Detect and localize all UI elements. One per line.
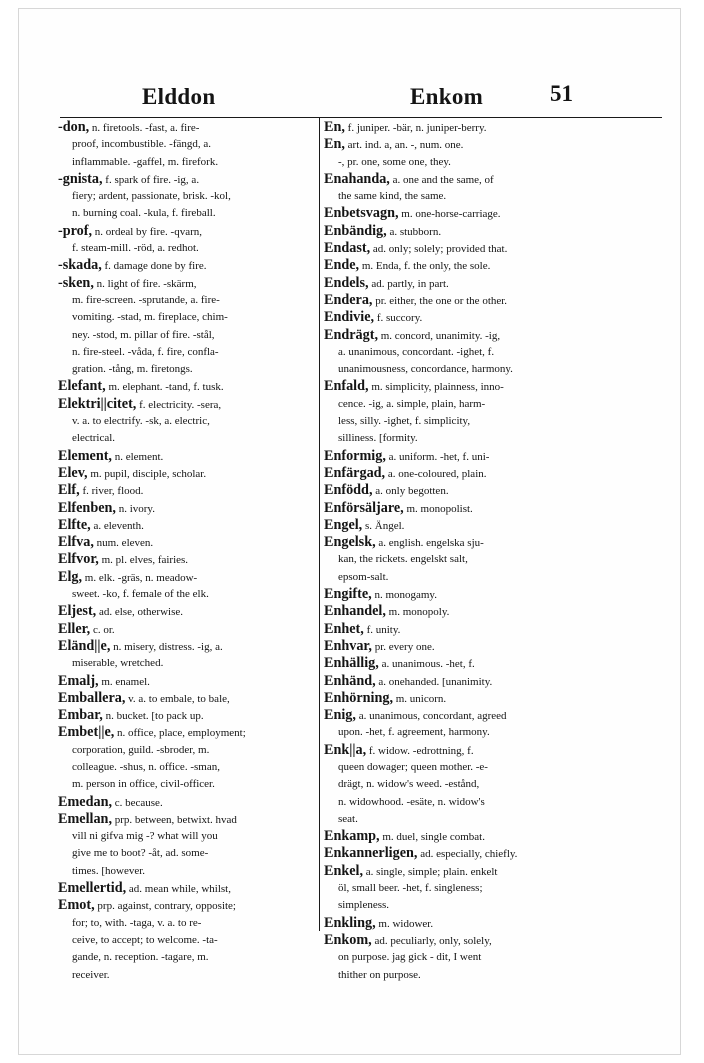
headword: Elfenben, <box>58 499 116 516</box>
headword: Enhet, <box>324 620 364 637</box>
entry-line <box>324 465 664 482</box>
definition-text: m. pl. elves, fairies. <box>98 554 189 567</box>
entry-line <box>324 621 664 638</box>
entry-line <box>324 292 664 309</box>
headword: Embar, <box>58 707 103 724</box>
headword: Ende, <box>324 257 360 274</box>
entry-line <box>324 482 664 499</box>
definition-text: ceive, to accept; to welcome. -ta- <box>72 933 218 946</box>
entry-line <box>324 327 664 344</box>
definition-text: ad. only; solely; provided that. <box>370 243 508 256</box>
headword: Enhällig, <box>324 655 379 672</box>
entry-line <box>324 638 664 655</box>
headword: Elfva, <box>58 534 94 551</box>
headword: Elg, <box>58 568 83 585</box>
continuation-line <box>58 413 316 430</box>
definition-text: a. english. engelska sju- <box>375 537 484 550</box>
definition-text: a. unanimous, concordant, agreed <box>355 710 507 723</box>
headword: Enkel, <box>324 862 364 879</box>
headword: -skada, <box>58 257 102 274</box>
headword: Endera, <box>324 291 373 308</box>
definition-text: a. unanimous. -het, f. <box>378 658 475 671</box>
definition-text: f. spark of fire. -ig, a. <box>102 173 200 186</box>
definition-text: f. succory. <box>374 312 423 325</box>
continuation-line <box>58 240 316 257</box>
definition-text: n. monogamy. <box>371 589 437 602</box>
definition-text: unanimousness, concordance, harmony. <box>338 363 513 376</box>
continuation-line <box>324 188 664 205</box>
entry-line <box>324 517 664 534</box>
definition-text: thither on purpose. <box>338 968 421 981</box>
headword: Elev, <box>58 464 88 481</box>
definition-text: electrical. <box>72 432 116 445</box>
entry-line <box>324 690 664 707</box>
entry-line <box>324 845 664 862</box>
entry-line <box>324 500 664 517</box>
definition-text: less, silly. -ighet, f. simplicity, <box>338 415 471 428</box>
continuation-line <box>324 396 664 413</box>
headword: Embet||e, <box>58 724 115 741</box>
definition-text: n. office, place, employment; <box>114 727 246 740</box>
entry-line <box>58 534 316 551</box>
definition-text: colleague. -shus, n. office. -sman, <box>72 760 220 773</box>
definition-text: m. widower. <box>375 917 434 930</box>
definition-text: gande, n. reception. -tagare, m. <box>72 951 209 964</box>
definition-text: v. a. to embale, to bale, <box>125 692 230 705</box>
continuation-line <box>58 845 316 862</box>
definition-text: cence. -ig, a. simple, plain, harm- <box>338 397 486 410</box>
definition-text: n. fire-steel. -våda, f. fire, confla- <box>72 345 219 358</box>
definition-text: miserable, wretched. <box>72 657 164 670</box>
definition-text: seat. <box>338 812 358 825</box>
entry-line <box>58 794 316 811</box>
definition-text: proof, incombustible. -fängd, a. <box>72 138 211 151</box>
entry-line <box>58 396 316 413</box>
headword: Enahanda, <box>324 170 390 187</box>
definition-text: inflammable. -gaffel, m. firefork. <box>72 155 219 168</box>
definition-text: m. unicorn. <box>393 692 447 705</box>
headword: Endels, <box>324 274 369 291</box>
entry-line <box>324 828 664 845</box>
entry-line <box>58 724 316 741</box>
continuation-line <box>58 188 316 205</box>
continuation-line <box>324 776 664 793</box>
headword: Emellertid, <box>58 880 127 897</box>
headword: Endast, <box>324 240 371 257</box>
headword: Engelsk, <box>324 534 376 551</box>
definition-text: fiery; ardent, passionate, brisk. -kol, <box>72 190 231 203</box>
continuation-line <box>58 776 316 793</box>
headword: Eljest, <box>58 603 97 620</box>
definition-text: m. duel, single combat. <box>379 831 485 844</box>
definition-text: m. simplicity, plainness, inno- <box>368 381 504 394</box>
continuation-line <box>58 915 316 932</box>
continuation-line <box>58 430 316 447</box>
headword: Emalj, <box>58 672 99 689</box>
headword: Enbändig, <box>324 222 387 239</box>
continuation-line <box>324 759 664 776</box>
headword: Endivie, <box>324 309 375 326</box>
definition-text: simpleness. <box>338 899 390 912</box>
headword: Element, <box>58 447 112 464</box>
definition-text: n. light of fire. -skärm, <box>93 277 197 290</box>
entry-line <box>58 603 316 620</box>
headword: Enhandel, <box>324 603 386 620</box>
definition-text: n. ordeal by fire. -qvarn, <box>92 225 202 238</box>
continuation-line <box>58 586 316 603</box>
headword: Enförsäljare, <box>324 499 404 516</box>
definition-text: drägt, n. widow's weed. -estånd, <box>338 778 480 791</box>
definition-text: gration. -tång, m. firetongs. <box>72 363 193 376</box>
continuation-line <box>324 724 664 741</box>
entry-line <box>58 119 316 136</box>
continuation-line <box>324 811 664 828</box>
definition-text: f. river, flood. <box>79 485 144 498</box>
continuation-line <box>324 949 664 966</box>
definition-text: m. concord, unanimity. -ig, <box>378 329 501 342</box>
definition-text: a. single, simple; plain. enkelt <box>363 865 498 878</box>
definition-text: f. widow. -edrottning, f. <box>366 744 474 757</box>
continuation-line <box>58 863 316 880</box>
definition-text: upon. -het, f. agreement, harmony. <box>338 726 490 739</box>
entry-line <box>58 897 316 914</box>
definition-text: -, pr. one, some one, they. <box>338 155 451 168</box>
headword: Enig, <box>324 707 356 724</box>
entry-line <box>58 638 316 655</box>
continuation-line <box>58 655 316 672</box>
definition-text: n. element. <box>111 450 164 463</box>
definition-text: pr. either, the one or the other. <box>372 294 508 307</box>
definition-text: n. ivory. <box>115 502 155 515</box>
continuation-line <box>58 309 316 326</box>
headword: Emedan, <box>58 793 112 810</box>
header-rule <box>60 117 662 118</box>
headword: Elfvor, <box>58 551 99 568</box>
entry-line <box>324 655 664 672</box>
entry-line <box>324 915 664 932</box>
definition-text: a. unanimous, concordant. -ighet, f. <box>338 345 495 358</box>
entry-line <box>324 863 664 880</box>
continuation-line <box>58 344 316 361</box>
entry-line <box>324 240 664 257</box>
definition-text: ad. peculiarly, only, solely, <box>371 934 492 947</box>
headword: Enkling, <box>324 914 376 931</box>
definition-text: m. one-horse-carriage. <box>398 208 501 221</box>
definition-text: vill ni gifva mig -? what will you <box>72 830 218 843</box>
entry-line <box>58 465 316 482</box>
entry-line <box>58 621 316 638</box>
continuation-line <box>58 949 316 966</box>
entry-line <box>324 257 664 274</box>
continuation-line <box>58 828 316 845</box>
continuation-line <box>58 742 316 759</box>
entry-line <box>324 603 664 620</box>
definition-text: a. one-coloured, plain. <box>385 467 487 480</box>
definition-text: m. enamel. <box>98 675 150 688</box>
definition-text: queen dowager; queen mother. -e- <box>338 760 488 773</box>
definition-text: a. onehanded. [unanimity. <box>375 675 493 688</box>
entry-line <box>324 205 664 222</box>
left-column <box>58 119 316 984</box>
headword: Emballera, <box>58 689 126 706</box>
definition-text: ad. else, otherwise. <box>96 606 183 619</box>
left-guide-word: Elddon <box>142 84 216 109</box>
entry-line <box>324 119 664 136</box>
definition-text: a. uniform. -het, f. uni- <box>385 450 490 463</box>
definition-text: n. widowhood. -esäte, n. widow's <box>338 795 485 808</box>
definition-text: m. fire-screen. -sprutande, a. fire- <box>72 293 220 306</box>
headword: Elf, <box>58 482 80 499</box>
headword: Enkannerligen, <box>324 845 418 862</box>
continuation-line <box>324 413 664 430</box>
headword: Elfte, <box>58 516 91 533</box>
headword: Enbetsvagn, <box>324 205 399 222</box>
headword: Enkom, <box>324 931 372 948</box>
definition-text: a. stubborn. <box>386 225 442 238</box>
headword: En, <box>324 119 345 135</box>
definition-text: f. steam-mill. -röd, a. redhot. <box>72 242 199 255</box>
definition-text: the same kind, the same. <box>338 190 447 203</box>
definition-text: sweet. -ko, f. female of the elk. <box>72 588 209 601</box>
definition-text: kan, the rickets. engelskt salt, <box>338 553 468 566</box>
entry-line <box>324 223 664 240</box>
continuation-line <box>324 154 664 171</box>
continuation-line <box>324 430 664 447</box>
entry-line <box>324 932 664 949</box>
definition-text: corporation, guild. -sbroder, m. <box>72 743 210 756</box>
definition-text: ad. mean while, whilst, <box>126 883 231 896</box>
entry-line <box>58 569 316 586</box>
entry-line <box>324 673 664 690</box>
entry-line <box>58 551 316 568</box>
entry-line <box>324 171 664 188</box>
definition-text: silliness. [formity. <box>338 432 418 445</box>
continuation-line <box>58 205 316 222</box>
continuation-line <box>324 880 664 897</box>
continuation-line <box>58 292 316 309</box>
definition-text: a. only begotten. <box>372 485 449 498</box>
entry-line <box>58 378 316 395</box>
entry-line <box>324 586 664 603</box>
definition-text: give me to boot? -åt, ad. some- <box>72 847 209 860</box>
definition-text: n. bucket. [to pack up. <box>102 710 204 723</box>
entry-line <box>58 690 316 707</box>
continuation-line <box>58 759 316 776</box>
definition-text: n. burning coal. -kula, f. fireball. <box>72 207 216 220</box>
entry-line <box>58 482 316 499</box>
entry-line <box>58 673 316 690</box>
continuation-line <box>58 932 316 949</box>
headword: Enk||a, <box>324 741 367 758</box>
definition-text: m. monopoly. <box>385 606 450 619</box>
continuation-line <box>324 361 664 378</box>
definition-text: s. Ängel. <box>362 519 405 532</box>
definition-text: c. because. <box>112 796 163 809</box>
continuation-line <box>324 794 664 811</box>
continuation-line <box>58 327 316 344</box>
headword: Engel, <box>324 516 363 533</box>
continuation-line <box>324 551 664 568</box>
definition-text: v. a. to electrify. -sk, a. electric, <box>72 415 210 428</box>
entry-line <box>58 223 316 240</box>
entry-line <box>324 448 664 465</box>
entry-line <box>324 742 664 759</box>
definition-text: m. Enda, f. the only, the sole. <box>359 260 491 273</box>
entry-line <box>324 534 664 551</box>
headword: Enhänd, <box>324 672 376 689</box>
headword: Eländ||e, <box>58 637 111 654</box>
definition-text: n. misery, distress. -ig, a. <box>110 640 223 653</box>
definition-text: m. monopolist. <box>403 502 473 515</box>
headword: -don, <box>58 119 90 135</box>
headword: Enformig, <box>324 447 386 464</box>
right-guide-word: Enkom <box>410 84 484 109</box>
entry-line <box>58 880 316 897</box>
definition-text: f. unity. <box>363 623 401 636</box>
running-header <box>0 81 704 120</box>
headword: -gnista, <box>58 170 103 187</box>
entry-line <box>58 811 316 828</box>
page-number: 51 <box>550 81 573 106</box>
definition-text: for; to, with. -taga, v. a. to re- <box>72 916 202 929</box>
definition-text: times. [however. <box>72 864 146 877</box>
continuation-line <box>58 136 316 153</box>
entry-line <box>58 500 316 517</box>
continuation-line <box>324 569 664 586</box>
entry-line <box>58 707 316 724</box>
definition-text: n. firetools. -fast, a. fire- <box>89 122 200 134</box>
entry-line <box>58 257 316 274</box>
headword: Engifte, <box>324 586 372 603</box>
definition-text: pr. every one. <box>371 640 435 653</box>
entry-line <box>324 707 664 724</box>
continuation-line <box>324 344 664 361</box>
continuation-line <box>58 154 316 171</box>
definition-text: c. or. <box>90 623 115 636</box>
headword: Enfärgad, <box>324 464 386 481</box>
entry-line <box>58 517 316 534</box>
entry-line <box>324 136 664 153</box>
entry-line <box>58 275 316 292</box>
headword: En, <box>324 136 345 153</box>
definition-text: öl, small beer. -het, f. singleness; <box>338 882 483 895</box>
definition-text: art. ind. a, an. -, num. one. <box>344 139 464 152</box>
definition-text: f. juniper. -bär, n. juniper-berry. <box>344 122 487 134</box>
definition-text: ad. especially, chiefly. <box>417 848 518 861</box>
definition-text: a. eleventh. <box>90 519 144 532</box>
definition-text: m. pupil, disciple, scholar. <box>87 467 207 480</box>
headword: Enkamp, <box>324 828 380 845</box>
definition-text: ney. -stod, m. pillar of fire. -stål, <box>72 328 215 341</box>
entry-line <box>58 171 316 188</box>
definition-text: prp. against, contrary, opposite; <box>94 900 236 913</box>
column-divider <box>319 118 320 931</box>
headword: Eller, <box>58 620 91 637</box>
headword: Enfödd, <box>324 482 373 499</box>
continuation-line <box>58 967 316 984</box>
continuation-line <box>58 361 316 378</box>
definition-text: receiver. <box>72 968 110 981</box>
headword: Elefant, <box>58 378 106 395</box>
continuation-line <box>324 897 664 914</box>
headword: Enhvar, <box>324 637 372 654</box>
definition-text: a. one and the same, of <box>389 173 494 186</box>
entry-line <box>324 378 664 395</box>
headword: Elektri||citet, <box>58 395 137 412</box>
entry-line <box>58 448 316 465</box>
headword: Enhörning, <box>324 689 393 706</box>
headword: Emellan, <box>58 810 112 827</box>
headword: -prof, <box>58 222 93 239</box>
definition-text: epsom-salt. <box>338 570 389 583</box>
definition-text: m. elephant. -tand, f. tusk. <box>105 381 224 394</box>
definition-text: num. eleven. <box>93 537 154 550</box>
definition-text: on purpose. jag gick - dit, I went <box>338 951 482 964</box>
definition-text: m. elk. -gräs, n. meadow- <box>82 571 198 584</box>
headword: Emot, <box>58 897 95 914</box>
definition-text: ad. partly, in part. <box>368 277 449 290</box>
definition-text: m. person in office, civil-officer. <box>72 778 215 791</box>
entry-line <box>324 309 664 326</box>
entry-line <box>324 275 664 292</box>
right-column <box>324 119 664 984</box>
definition-text: f. damage done by fire. <box>101 260 207 273</box>
definition-text: f. electricity. -sera, <box>136 398 222 411</box>
headword: Enfald, <box>324 378 369 395</box>
headword: Endrägt, <box>324 326 378 343</box>
headword: -sken, <box>58 274 94 291</box>
continuation-line <box>324 967 664 984</box>
definition-text: prp. between, betwixt. hvad <box>112 813 237 826</box>
definition-text: vomiting. -stad, m. fireplace, chim- <box>72 311 228 324</box>
